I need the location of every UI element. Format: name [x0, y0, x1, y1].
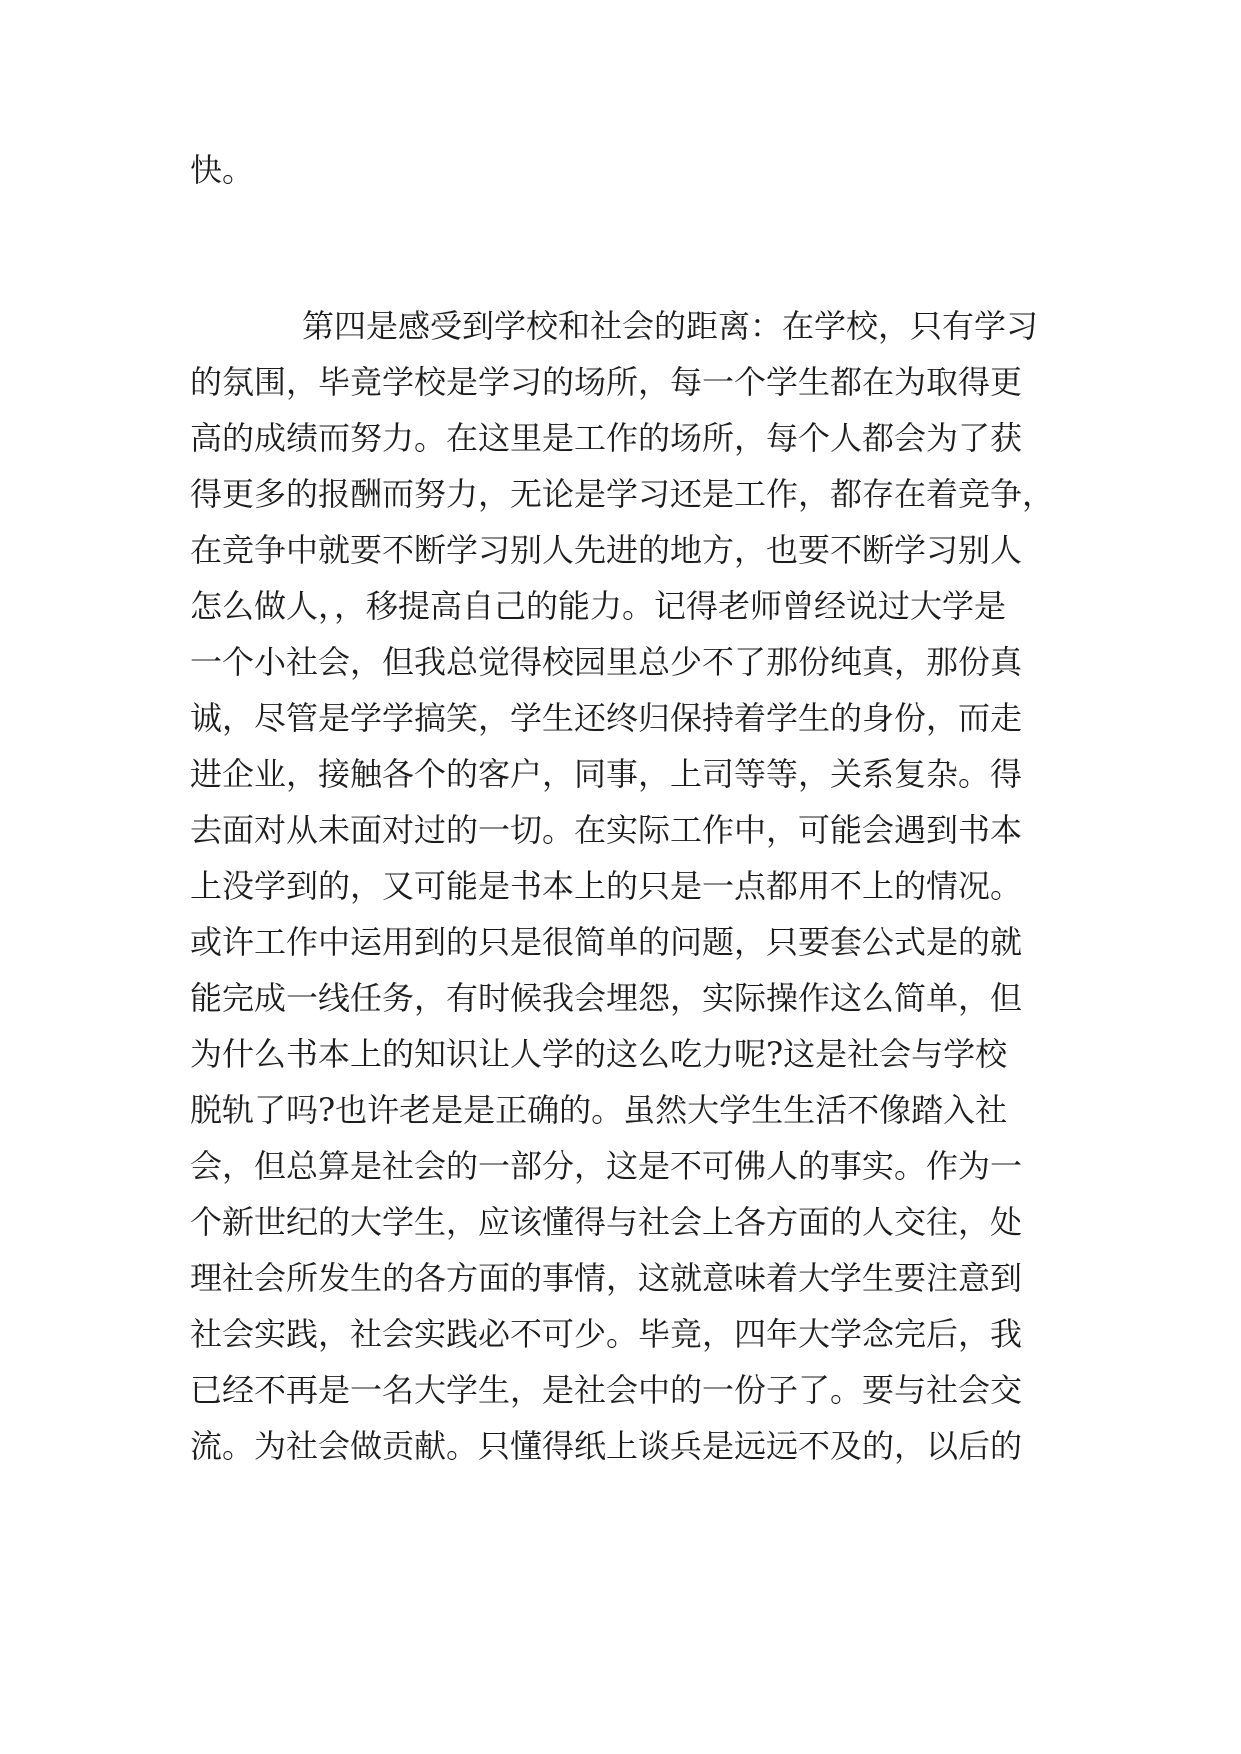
paragraph-line: 为什么书本上的知识让人学的这么吃力呢?这是社会与学校: [190, 1035, 1008, 1073]
paragraph-line: 得更多的报酬而努力，无论是学习还是工作，都存在着竞争，: [190, 475, 1055, 513]
paragraph-line: 的氛围，毕竟学校是学习的场所，每一个学生都在为取得更: [190, 363, 1023, 401]
paragraph-line: 进企业，接触各个的客户，同事，上司等等，关系复杂。得: [190, 755, 1023, 793]
paragraph-line: 在竞争中就要不断学习别人先进的地方，也要不断学习别人: [190, 531, 1023, 569]
paragraph-line: 流。为社会做贡献。只懂得纸上谈兵是远远不及的，以后的: [190, 1427, 1023, 1465]
paragraph-line: 能完成一线任务，有时候我会埋怨，实际操作这么简单，但: [190, 979, 1023, 1017]
paragraph-line: 理社会所发生的各方面的事情，这就意味着大学生要注意到: [190, 1259, 1023, 1297]
paragraph-first-line: 第四是感受到学校和社会的距离：在学校，只有学习: [302, 307, 1039, 345]
paragraph-line: 诚，尽管是学学搞笑，学生还终归保持着学生的身份，而走: [190, 699, 1023, 737]
paragraph-line: 社会实践，社会实践必不可少。毕竟，四年大学念完后，我: [190, 1315, 1023, 1353]
paragraph-line: 怎么做人，，移提高自己的能力。记得老师曾经说过大学是: [190, 587, 1007, 625]
paragraph-line: 高的成绩而努力。在这里是工作的场所，每个人都会为了获: [190, 419, 1023, 457]
paragraph-line: 去面对从未面对过的一切。在实际工作中，可能会遇到书本: [190, 811, 1023, 849]
paragraph-line: 上没学到的，又可能是书本上的只是一点都用不上的情况。: [190, 867, 1023, 905]
paragraph-line: 脱轨了吗?也许老是是正确的。虽然大学生生活不像踏入社: [190, 1091, 1008, 1129]
paragraph-line: 一个小社会，但我总觉得校园里总少不了那份纯真，那份真: [190, 643, 1023, 681]
paragraph-ending-line: 快。: [190, 151, 255, 189]
paragraph-line: 或许工作中运用到的只是很简单的问题，只要套公式是的就: [190, 923, 1023, 961]
paragraph-line: 个新世纪的大学生，应该懂得与社会上各方面的人交往，处: [190, 1203, 1023, 1241]
paragraph-line: 已经不再是一名大学生，是社会中的一份子了。要与社会交: [190, 1371, 1023, 1409]
paragraph-line: 会，但总算是社会的一部分，这是不可佛人的事实。作为一: [190, 1147, 1023, 1185]
